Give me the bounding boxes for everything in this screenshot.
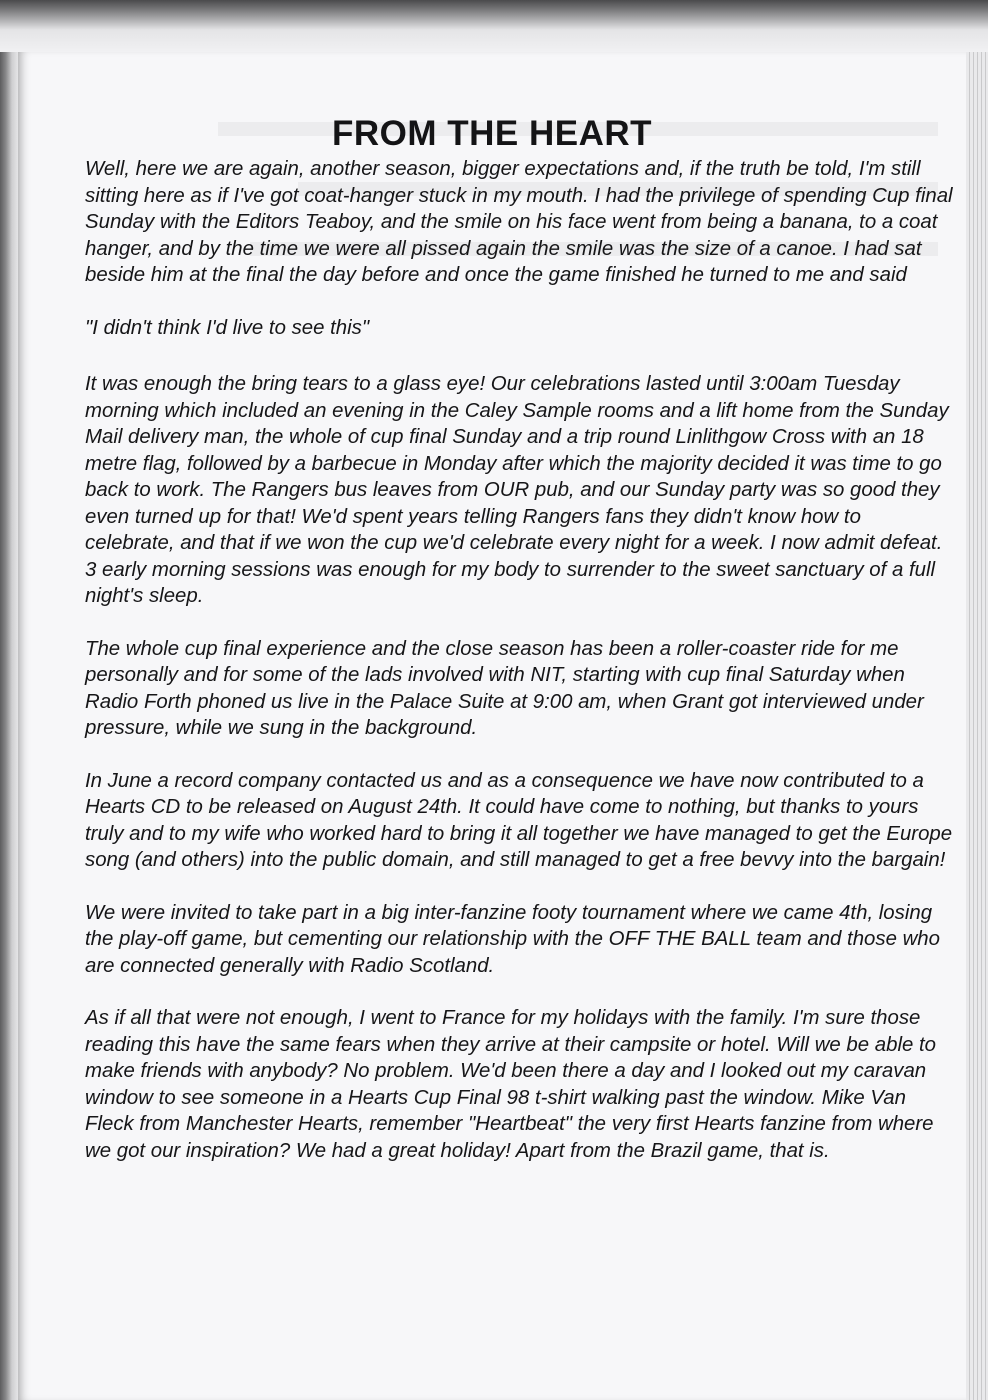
article-paragraph-4: The whole cup final experience and the close season has been a roller-coaster ride for me personally and for some of the lads involved with NIT, starting with cup final Saturday when Radio Forth phoned us live in the Palace Suite at 9:00 am, when Grant got interviewed under pressure, while we sung in the background.: [85, 637, 924, 739]
page-stack-edge: [966, 52, 988, 1400]
article-paragraph-5: In June a record company contacted us and as a consequence we have now contributed to a Hearts CD to be released on August 24th. It could have come to nothing, but thanks to yours truly and to my wife who worked hard to bring it all together we have managed to get the Europe song (and others) into the public domain, and still managed to get a free bevvy into the bargain!: [85, 769, 953, 871]
article-paragraph-6: We were invited to take part in a big inter-fanzine footy tournament where we came 4th, losing the play-off game, but cementing our relationship with the OFF THE BALL team and those who are connected generally with Radio Scotland.: [85, 901, 940, 977]
article-paragraph-3: It was enough the bring tears to a glass eye! Our celebrations lasted until 3:00am Tuesday morning which included an evening in the Caley Sample rooms and a lift home from the Sunday Mail delivery man, the whole of cup final Sunday and a trip round Linlithgow Cross with an 18 metre flag, followed by a barbecue in Monday after which the majority decided it was time to go back to work. The Rangers bus leaves from OUR pub, and our Sunday party was so good they even turned up for that! We'd spent years telling Rangers fans they didn't know how to celebrate, and that if we won the cup we'd celebrate every night for a week. I now admit defeat. 3 early morning sessions was enough for my body to surrender to the sweet sanctuary of a full night's sleep.: [85, 373, 949, 607]
article-title: FROM THE HEART: [331, 114, 653, 153]
article-body: [85, 156, 955, 1190]
fanzine-page: [18, 52, 966, 1400]
article-paragraph-7: As if all that were not enough, I went to France for my holidays with the family. I'm sure those reading this have the same fears when they arrive at their campsite or hotel. Will we be able to make friends with anybody? No problem. We'd been there a day and I looked out my caravan window to see someone in a Hearts Cup Final 98 t-shirt walking past the window. Mike Van Fleck from Manchester Hearts, remember "Heartbeat" the very first Hearts fanzine from where we got our inspiration? We had a great holiday! Apart from the Brazil game, that is.: [85, 1007, 936, 1162]
article-quote: "I didn't think I'd live to see this": [85, 316, 370, 339]
article-paragraph-1: Well, here we are again, another season, bigger expectations and, if the truth be told, I'm still sitting here as if I've got coat-hanger stuck in my mouth. I had the privilege of spending Cup final Sunday with the Editors Teaboy, and the smile on his face went from being a banana, to a coat hanger, and by the time we were all pissed again the smile was the size of a canoe. I had sat beside him at the final the day before and once the game finished he turned to me and said: [85, 158, 953, 286]
scanner-shadow: [0, 0, 988, 52]
